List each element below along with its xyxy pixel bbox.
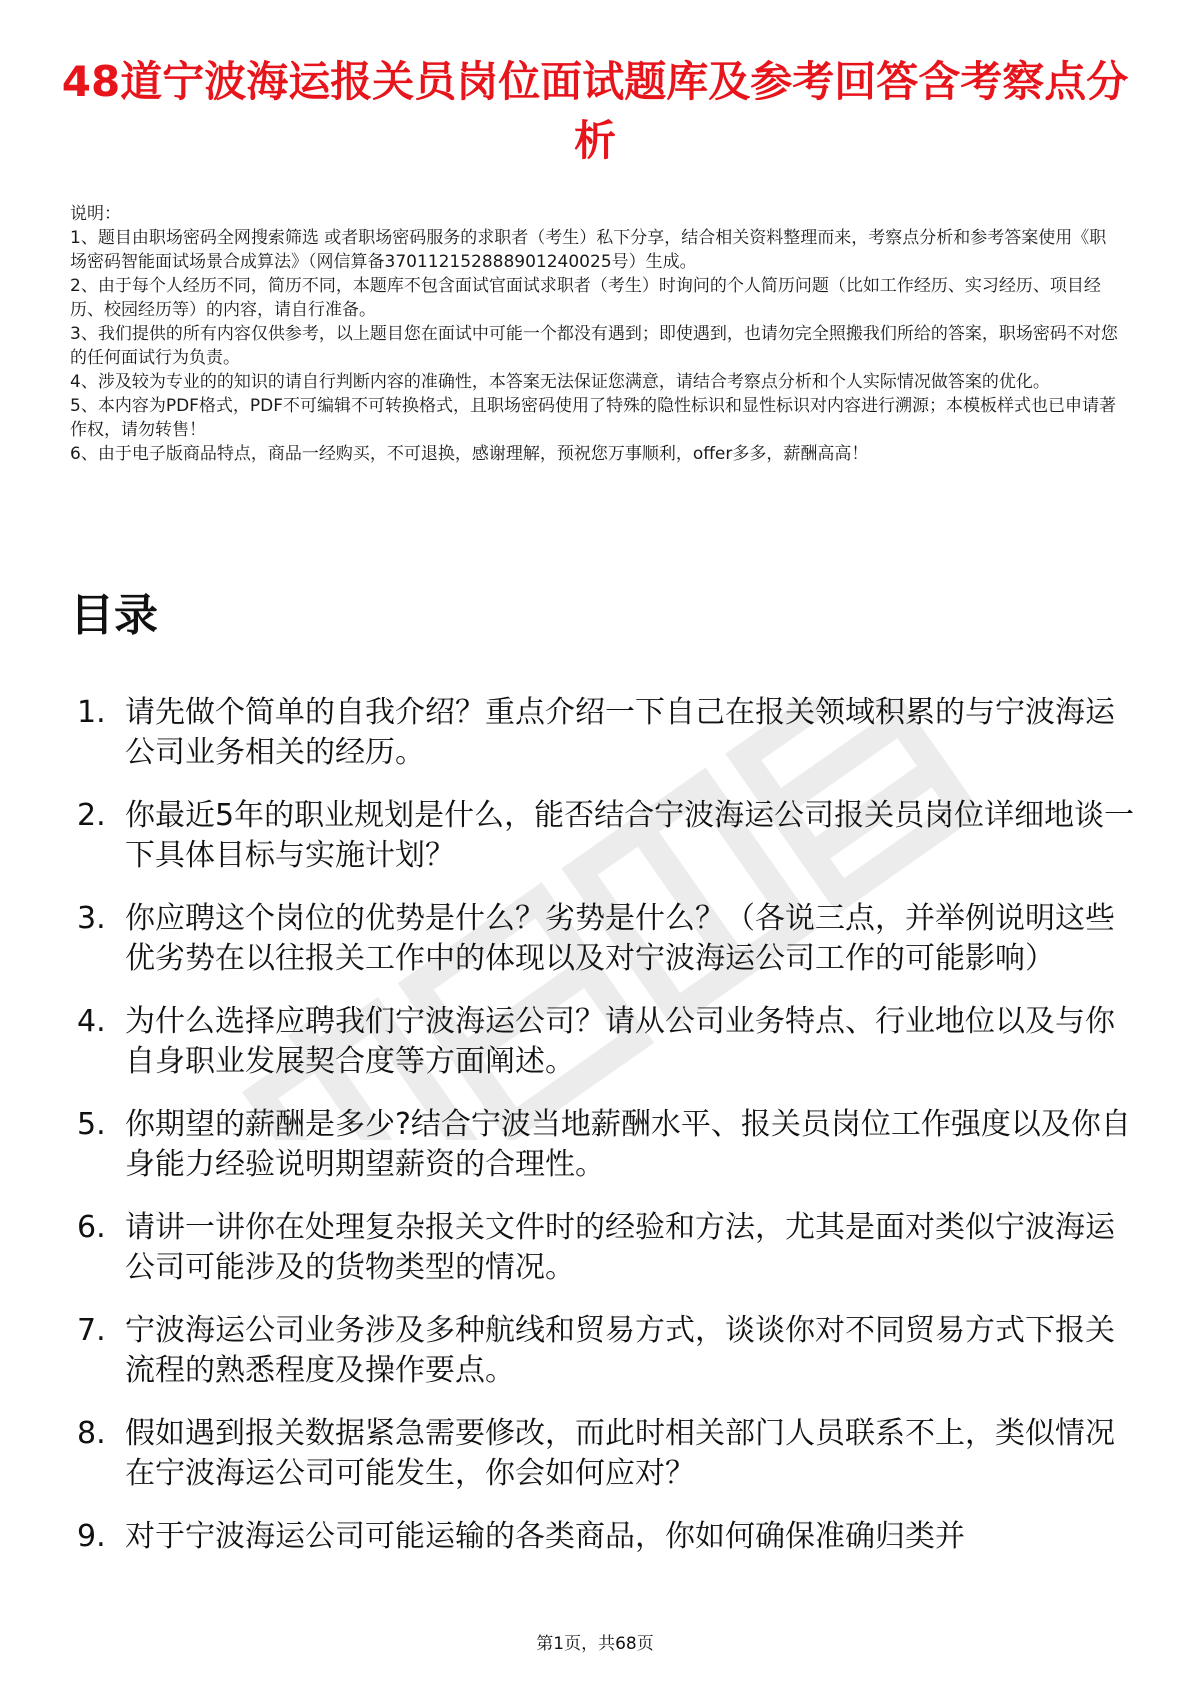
notes-item: 6、由于电子版商品特点，商品一经购买，不可退换，感谢理解，预祝您万事顺利，offer多多，薪酬高高！	[70, 444, 869, 464]
toc-item[interactable]	[70, 1208, 1135, 1288]
page-footer: 第1页，共68页	[536, 1634, 654, 1654]
toc-item-text: 为什么选择应聘我们宁波海运公司？请从公司业务特点、行业地位以及与你自身职业发展契合度等方面阐述。	[125, 1004, 1115, 1079]
toc-item-number: 1.	[77, 695, 106, 730]
toc-heading: 目录	[70, 590, 158, 641]
toc-item[interactable]	[70, 796, 1135, 876]
toc-item-text: 宁波海运公司业务涉及多种航线和贸易方式，谈谈你对不同贸易方式下报关流程的熟悉程度及操作要点。	[125, 1313, 1115, 1388]
notes-item: 1、题目由职场密码全网搜索筛选 或者职场密码服务的求职者（考生）私下分享，结合相关资料整理而来，考察点分析和参考答案使用《职场密码智能面试场景合成算法》（网信算备370112152888901240025号）生成。	[70, 228, 1107, 272]
toc-item-number: 2.	[77, 798, 106, 833]
notes-item: 3、我们提供的所有内容仅供参考，以上题目您在面试中可能一个都没有遇到；即使遇到，也请勿完全照搬我们所给的答案，职场密码不对您的任何面试行为负责。	[70, 324, 1118, 368]
toc-item-number: 7.	[77, 1313, 106, 1348]
toc-item-text: 假如遇到报关数据紧急需要修改，而此时相关部门人员联系不上，类似情况在宁波海运公司可能发生，你会如何应对？	[125, 1416, 1115, 1491]
toc-list	[70, 693, 1135, 1580]
toc-item-number: 9.	[77, 1519, 106, 1554]
toc-item[interactable]	[70, 1414, 1135, 1494]
toc-item[interactable]	[70, 1311, 1135, 1391]
toc-item-number: 6.	[77, 1210, 106, 1245]
toc-item-number: 3.	[77, 901, 106, 936]
toc-item-number: 4.	[77, 1004, 106, 1039]
toc-item-text: 对于宁波海运公司可能运输的各类商品，你如何确保准确归类并	[125, 1519, 965, 1554]
toc-item-number: 5.	[77, 1107, 106, 1142]
toc-item[interactable]	[70, 899, 1135, 979]
notes-item: 2、由于每个人经历不同，简历不同，本题库不包含面试官面试求职者（考生）时询问的个人简历问题（比如工作经历、实习经历、项目经历、校园经历等）的内容，请自行准备。	[70, 276, 1101, 320]
toc-item[interactable]	[70, 1105, 1135, 1185]
toc-item-text: 请先做个简单的自我介绍？重点介绍一下自己在报关领域积累的与宁波海运公司业务相关的经历。	[125, 695, 1115, 770]
toc-item-text: 你应聘这个岗位的优势是什么？劣势是什么？（各说三点，并举例说明这些优劣势在以往报关工作中的体现以及对宁波海运公司工作的可能影响）	[125, 901, 1115, 976]
toc-item-number: 8.	[77, 1416, 106, 1451]
toc-item-text: 你期望的薪酬是多少?结合宁波当地薪酬水平、报关员岗位工作强度以及你自身能力经验说明期望薪资的合理性。	[125, 1107, 1131, 1182]
toc-item[interactable]	[70, 1002, 1135, 1082]
toc-item[interactable]	[70, 1517, 1135, 1557]
toc-item-text: 请讲一讲你在处理复杂报关文件时的经验和方法，尤其是面对类似宁波海运公司可能涉及的货物类型的情况。	[125, 1210, 1115, 1285]
notes-item: 5、本内容为PDF格式，PDF不可编辑不可转换格式，且职场密码使用了特殊的隐性标识和显性标识对内容进行溯源；本模板样式也已申请著作权，请勿转售！	[70, 396, 1117, 440]
toc-item-text: 你最近5年的职业规划是什么，能否结合宁波海运公司报关员岗位详细地谈一下具体目标与实施计划？	[125, 798, 1135, 873]
notes-item: 4、涉及较为专业的的知识的请自行判断内容的准确性，本答案无法保证您满意，请结合考察点分析和个人实际情况做答案的优化。	[70, 372, 1050, 392]
toc-item[interactable]	[70, 693, 1135, 773]
disclaimer-notes	[70, 202, 1120, 466]
notes-heading: 说明：	[70, 204, 121, 224]
page-title: 48道宁波海运报关员岗位面试题库及参考回答含考察点分析	[61, 57, 1129, 165]
